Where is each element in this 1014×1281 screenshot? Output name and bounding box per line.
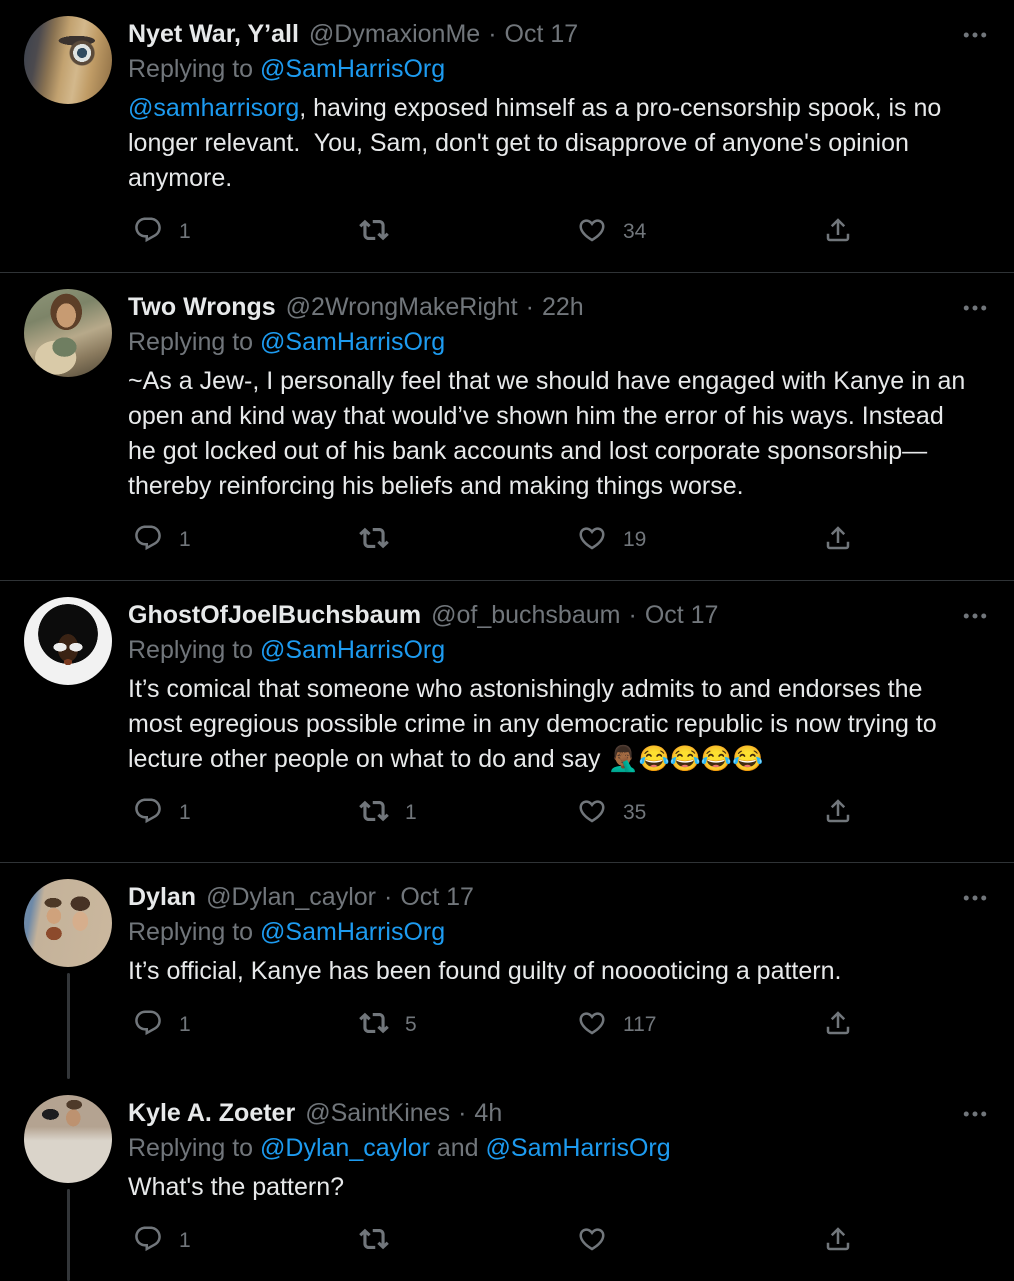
action-bar [128,1005,888,1045]
reply-count: 1 [179,220,191,243]
mention-link[interactable]: @SamHarrisOrg [260,636,446,664]
tweet-content [128,16,990,252]
retweet-arrows-icon [359,215,389,250]
avatar-column [24,597,112,833]
heart-outline-icon [577,1224,607,1259]
timestamp[interactable]: Oct 17 [504,20,579,48]
separator-dot: · [458,1099,467,1127]
timestamp[interactable]: Oct 17 [644,601,719,629]
tweet-text: , having exposed himself as a pro-censorship spook, is no longer relevant. You, Sam, don't get to disapprove of anyone's opinion anymore. [128,94,949,192]
like-button[interactable] [577,215,823,250]
share-arrow-icon [823,215,853,250]
replying-to-label: Replying to [128,918,261,946]
display-name[interactable]: Dylan [128,883,197,911]
like-button[interactable] [577,1224,823,1259]
retweet-button[interactable] [359,215,577,250]
tweet-header [128,1097,990,1129]
retweet-button[interactable] [359,523,577,558]
action-bar [128,520,888,560]
tweet-body [128,1170,978,1205]
avatar[interactable] [24,597,112,685]
reply-bubble-icon [133,523,163,558]
avatar[interactable] [24,289,112,377]
tweet-body [128,954,978,989]
separator-dot: · [525,293,534,321]
share-button[interactable] [823,796,863,831]
timestamp[interactable]: 4h [474,1099,503,1127]
user-handle[interactable]: @SaintKines [305,1099,451,1127]
avatar[interactable] [24,1095,112,1183]
replying-to-label: Replying to [128,328,261,356]
like-count: 34 [623,220,647,243]
tweet[interactable] [0,1079,1014,1281]
more-icon[interactable] [960,601,990,631]
retweet-arrows-icon [359,1008,389,1043]
tweet-text: What's the pattern? [128,1173,345,1201]
replying-to-conjunction: and [429,1134,486,1162]
mention-link[interactable]: @SamHarrisOrg [485,1134,671,1162]
mention-link[interactable]: @samharrisorg [128,94,300,122]
display-name[interactable]: Nyet War, Y’all [128,20,299,48]
timestamp[interactable]: Oct 17 [400,883,474,911]
tweet[interactable] [0,273,1014,581]
share-button[interactable] [823,215,863,250]
replying-to-label: Replying to [128,55,261,83]
tweet-header [128,599,990,631]
more-icon[interactable] [960,1099,990,1129]
reply-bubble-icon [133,796,163,831]
retweet-button[interactable] [359,1224,577,1259]
display-name[interactable]: Two Wrongs [128,293,276,321]
share-button[interactable] [823,523,863,558]
share-button[interactable] [823,1224,863,1259]
reply-count: 1 [179,528,191,551]
share-arrow-icon [823,523,853,558]
tweet-content [128,1095,990,1261]
reply-count: 1 [179,801,191,824]
share-button[interactable] [823,1008,863,1043]
heart-outline-icon [577,215,607,250]
tweet-header [128,291,990,323]
replying-to-line [128,325,990,360]
replying-to-label: Replying to [128,636,261,664]
avatar[interactable] [24,879,112,967]
heart-outline-icon [577,523,607,558]
replying-to-label: Replying to [128,1134,261,1162]
thread-connector-line [67,1189,70,1281]
like-button[interactable] [577,796,823,831]
mention-link[interactable]: @SamHarrisOrg [260,328,446,356]
retweet-count: 1 [405,801,417,824]
reply-count: 1 [179,1229,191,1252]
tweet-text: It’s official, Kanye has been found guilty of nooooticing a pattern. [128,957,842,985]
action-bar [128,212,888,252]
share-arrow-icon [823,1008,853,1043]
share-arrow-icon [823,796,853,831]
tweet-body [128,672,978,777]
heart-outline-icon [577,796,607,831]
replying-to-line [128,633,990,668]
like-count: 35 [623,801,647,824]
tweet-body [128,364,978,504]
thread-connector-line [67,973,70,1079]
action-bar [128,1221,888,1261]
share-arrow-icon [823,1224,853,1259]
more-icon[interactable] [960,883,990,913]
avatar-column [24,16,112,252]
tweet[interactable] [0,0,1014,273]
avatar-column [24,289,112,560]
tweet-text: It’s comical that someone who astonishingly admits to and endorses the most egregious possible crime in any democratic republic is now trying to lecture other people on what to do and say 🤦🏾‍♂️😂😂😂😂 [128,675,944,773]
reply-button[interactable] [133,215,359,250]
retweet-arrows-icon [359,1224,389,1259]
reply-bubble-icon [133,1224,163,1259]
tweet[interactable] [0,863,1014,1079]
retweet-button[interactable] [359,796,577,831]
reply-button[interactable] [133,1224,359,1259]
like-button[interactable] [577,1008,823,1043]
mention-link[interactable]: @Dylan_caylor [260,1134,430,1162]
avatar[interactable] [24,16,112,104]
separator-dot: · [488,20,497,48]
mention-link[interactable]: @SamHarrisOrg [260,918,446,946]
tweet-body [128,91,978,196]
display-name[interactable]: Kyle A. Zoeter [128,1099,296,1127]
reply-button[interactable] [133,523,359,558]
retweet-arrows-icon [359,523,389,558]
display-name[interactable]: GhostOfJoelBuchsbaum [128,601,422,629]
reply-button[interactable] [133,796,359,831]
reply-bubble-icon [133,215,163,250]
reply-count: 1 [179,1013,191,1036]
tweet-header [128,881,990,913]
user-handle[interactable]: @2WrongMakeRight [285,293,518,321]
tweet[interactable] [0,581,1014,863]
timestamp[interactable]: 22h [541,293,584,321]
retweet-button[interactable] [359,1008,577,1043]
user-handle[interactable]: @of_buchsbaum [431,601,621,629]
like-count: 19 [623,528,647,551]
mention-link[interactable]: @SamHarrisOrg [260,55,446,83]
reply-bubble-icon [133,1008,163,1043]
tweet-text: ~As a Jew-, I personally feel that we should have engaged with Kanye in an open and kind way that would’ve shown him the error of his ways. Instead he got locked out of his bank accounts and lost corporate sponsorship—thereby reinforcing his beliefs and making things worse. [128,367,973,500]
more-icon[interactable] [960,20,990,50]
action-bar [128,793,888,833]
replying-to-line [128,1131,990,1166]
tweet-content [128,289,990,560]
separator-dot: · [383,883,393,911]
more-icon[interactable] [960,293,990,323]
tweet-content [128,597,990,833]
retweet-count: 5 [405,1013,417,1036]
separator-dot: · [628,601,637,629]
heart-outline-icon [577,1008,607,1043]
user-handle[interactable]: @Dylan_caylor [206,883,376,911]
like-button[interactable] [577,523,823,558]
replying-to-line [128,915,990,950]
like-count: 117 [623,1013,657,1036]
replying-to-line [128,52,990,87]
user-handle[interactable]: @DymaxionMe [308,20,481,48]
tweet-content [128,879,990,1045]
tweet-header [128,18,990,50]
retweet-arrows-icon [359,796,389,831]
reply-button[interactable] [133,1008,359,1043]
